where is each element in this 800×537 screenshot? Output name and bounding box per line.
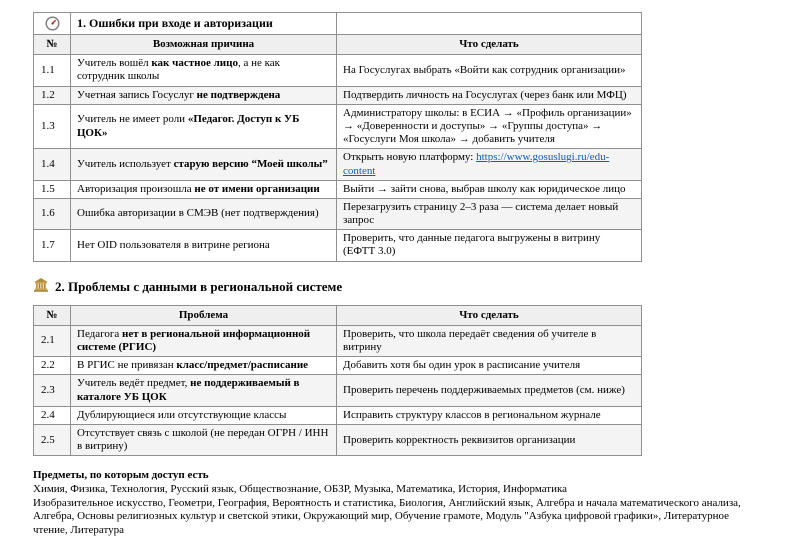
- action-cell: [337, 104, 642, 149]
- table-row: [34, 149, 642, 180]
- text-run: Учетная запись Госуслуг: [77, 88, 197, 101]
- action-cell: [337, 230, 642, 261]
- action-cell: [337, 375, 642, 406]
- text-run: Проверить корректность реквизитов организации: [343, 433, 576, 446]
- cause-cell: [71, 149, 337, 180]
- row-number: 1.5: [34, 180, 71, 198]
- action-cell: [337, 325, 642, 356]
- table1-body: [34, 55, 642, 261]
- text-run: как частное лицо: [151, 57, 238, 70]
- table-row: [34, 375, 642, 406]
- text-run: Отсутствует связь с школой (не передан ОГРН / ИНН в витрину): [77, 426, 329, 453]
- text-run: класс/предмет/расписание: [176, 359, 309, 372]
- text-run: В РГИС не привязан: [77, 359, 177, 372]
- section2-heading: [33, 278, 800, 296]
- text-run: «Педагог. Доступ к УБ ЦОК»: [77, 113, 300, 139]
- compass-gauge-icon: [34, 13, 71, 35]
- col-header-cause: Возможная причина: [71, 35, 337, 55]
- text-run: Учитель ведёт предмет,: [77, 377, 191, 390]
- classical-building-icon: [33, 278, 49, 296]
- row-number: 2.3: [34, 375, 71, 406]
- text-run: не от имени организации: [194, 182, 320, 195]
- text-run: Исправить структуру классов в региональном журнале: [343, 408, 601, 421]
- cause-cell: [71, 180, 337, 198]
- text-run: Учитель вошёл: [77, 57, 152, 70]
- action-cell: [337, 180, 642, 198]
- col-header-num: №: [34, 305, 71, 325]
- table-row: [34, 180, 642, 198]
- table2-body: [34, 325, 642, 456]
- text-run: не поддерживаемый в каталоге УБ ЦОК: [77, 377, 300, 403]
- row-number: 1.2: [34, 86, 71, 104]
- text-run: Учитель не имеет роли: [77, 113, 188, 126]
- col-header-action: Что сделать: [337, 305, 642, 325]
- action-cell: [337, 424, 642, 455]
- text-run: Проверить перечень поддерживаемых предметов (см. ниже): [343, 383, 625, 396]
- row-number: 2.2: [34, 357, 71, 375]
- text-run: Дублирующиеся или отсутствующие классы: [77, 408, 287, 421]
- text-run: не подтверждена: [196, 88, 281, 101]
- row-number: 1.1: [34, 55, 71, 86]
- text-run: Администратору школы: в ЕСИА → «Профиль организации» → «Доверенности и доступы» → «Группы доступа» → «Госуслуги Моя школа» → добавить учителя: [343, 106, 632, 146]
- table-row: [34, 104, 642, 149]
- text-run: , а не как сотрудник школы: [77, 57, 281, 83]
- regional-data-problems-table: [33, 305, 642, 457]
- cause-cell: [71, 424, 337, 455]
- table-row: [34, 230, 642, 261]
- table-row: [34, 86, 642, 104]
- text-run: Проверить, что данные педагога выгружены в витрину (ЕФТТ 3.0): [343, 232, 601, 258]
- table-row: [34, 406, 642, 424]
- action-cell: [337, 357, 642, 375]
- row-number: 1.7: [34, 230, 71, 261]
- section1-empty-cell: [337, 13, 642, 35]
- table-row: [34, 55, 642, 86]
- text-run: нет в региональной информационной системе (РГИС): [77, 327, 311, 353]
- text-run: Учитель использует: [77, 157, 174, 170]
- section1-header-row: [34, 13, 642, 35]
- table-row: [34, 198, 642, 229]
- text-run: Педагога: [77, 327, 123, 340]
- cause-cell: [71, 104, 337, 149]
- cause-cell: [71, 86, 337, 104]
- table-row: [34, 325, 642, 356]
- login-errors-table: [33, 12, 642, 262]
- cause-cell: [71, 325, 337, 356]
- cause-cell: [71, 55, 337, 86]
- text-run: Нет OID пользователя в витрине региона: [77, 238, 270, 251]
- action-cell: [337, 198, 642, 229]
- text-run: Перезагрузить страницу 2–3 раза — система делает новый запрос: [343, 200, 619, 227]
- text-run: Подтвердить личность на Госуслугах (через банк или МФЦ): [343, 88, 627, 101]
- cause-cell: [71, 357, 337, 375]
- text-run: Выйти → зайти снова, выбрав школу как юридическое лицо: [343, 182, 626, 195]
- text-run: На Госуслугах выбрать «Войти как сотрудник организации»: [343, 63, 626, 76]
- action-cell: [337, 55, 642, 86]
- cause-cell: [71, 230, 337, 261]
- row-number: 2.1: [34, 325, 71, 356]
- cause-cell: [71, 406, 337, 424]
- cause-cell: [71, 375, 337, 406]
- gosuslugi-edu-content-link[interactable]: https://www.gosuslugi.ru/edu-content: [343, 151, 610, 177]
- row-number: 1.6: [34, 198, 71, 229]
- text-run: Проверить, что школа передаёт сведения об учителе в витрину: [343, 327, 597, 353]
- row-number: 1.4: [34, 149, 71, 180]
- table2-header-row: [34, 305, 642, 325]
- row-number: 2.4: [34, 406, 71, 424]
- action-cell: [337, 406, 642, 424]
- subjects-note-title: Предметы, по которым доступ есть: [33, 469, 209, 482]
- action-cell: [337, 149, 642, 180]
- text-run: Открыть новую платформу:: [343, 151, 477, 164]
- subjects-note: [33, 469, 745, 537]
- action-cell: [337, 86, 642, 104]
- table-row: [34, 357, 642, 375]
- table1-header-row: [34, 35, 642, 55]
- text-run: старую версию “Моей школы”: [173, 157, 328, 170]
- text-run: Добавить хотя бы один урок в расписание учителя: [343, 359, 581, 372]
- text-run: Авторизация произошла: [77, 182, 195, 195]
- col-header-action: Что сделать: [337, 35, 642, 55]
- cause-cell: [71, 198, 337, 229]
- table-row: [34, 424, 642, 455]
- section2-title: 2. Проблемы с данными в региональной системе: [55, 278, 343, 294]
- row-number: 1.3: [34, 104, 71, 149]
- col-header-problem: Проблема: [71, 305, 337, 325]
- col-header-num: №: [34, 35, 71, 55]
- subjects-list-line2: Изобразительное искусство, Геометри, География, Вероятность и статистика, Биология, Английский язык, Алгебра и начала математического анализа, Алгебра, Основы религиозных культур и светской этики, Окружающий мир, Обучение грамоте, Модуль "Азбука цифровой графики», Литературное чтение, Литература: [33, 496, 741, 536]
- row-number: 2.5: [34, 424, 71, 455]
- subjects-list-line1: Химия, Физика, Технология, Русский язык, Обществознание, ОБЗР, Музыка, Математика, История, Информатика: [33, 482, 568, 495]
- text-run: Ошибка авторизации в СМЭВ (нет подтверждения): [77, 207, 319, 220]
- section1-title: 1. Ошибки при входе и авторизации: [71, 13, 337, 35]
